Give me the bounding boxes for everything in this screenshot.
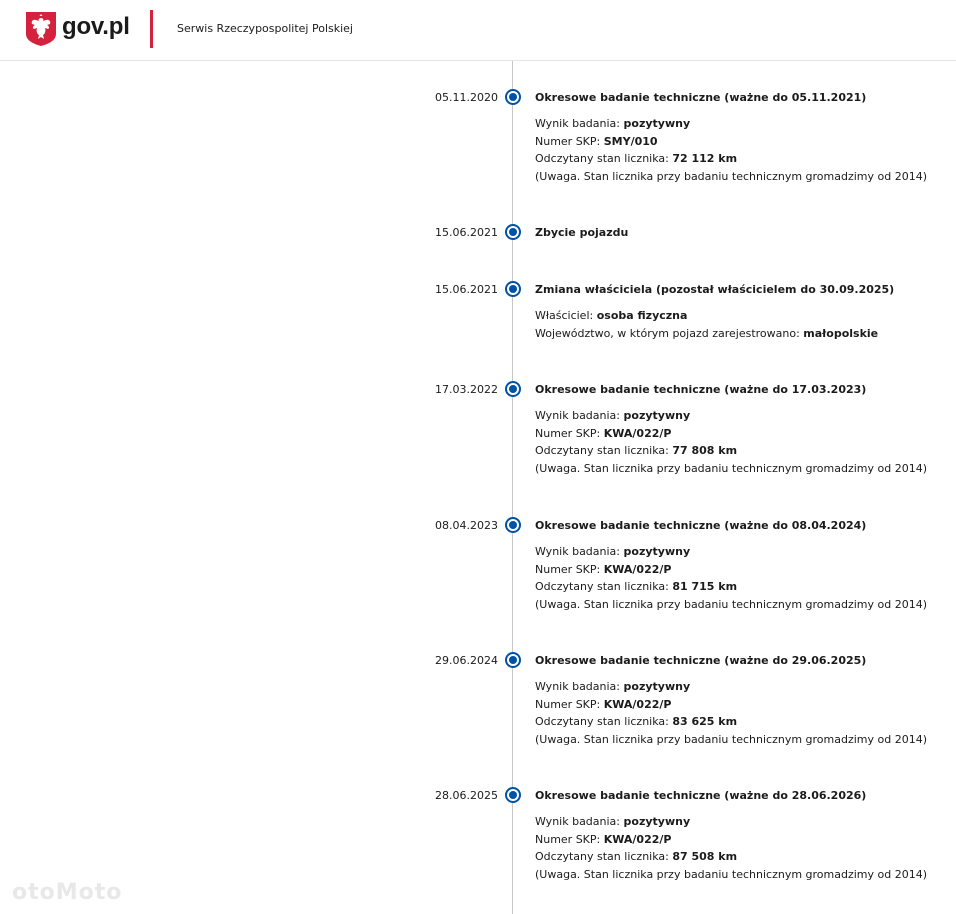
detail-value: pozytywny xyxy=(623,815,691,828)
event-detail-line xyxy=(535,150,927,168)
detail-label: Wynik badania: xyxy=(535,680,624,693)
timeline-dot-icon xyxy=(505,517,521,533)
timeline-dot-icon xyxy=(505,787,521,803)
detail-label: (Uwaga. Stan licznika przy badaniu technicznym gromadzimy od 2014) xyxy=(535,867,928,881)
timeline-dot-icon xyxy=(505,224,521,240)
detail-label: Odczytany stan licznika: xyxy=(535,580,673,593)
event-detail-line xyxy=(535,866,927,884)
event-detail-line xyxy=(535,596,927,614)
detail-value: pozytywny xyxy=(623,409,691,422)
event-detail-line xyxy=(535,578,927,596)
timeline-dot-icon xyxy=(505,381,521,397)
event-detail-line xyxy=(535,813,927,831)
detail-value: 72 112 km xyxy=(672,152,738,165)
event-details xyxy=(535,678,927,748)
detail-label: Odczytany stan licznika: xyxy=(535,715,673,728)
detail-label: Właściciel: xyxy=(535,309,597,322)
detail-label: Odczytany stan licznika: xyxy=(535,850,673,863)
event-date: 15.06.2021 xyxy=(435,226,498,239)
detail-label: (Uwaga. Stan licznika przy badaniu technicznym gromadzimy od 2014) xyxy=(535,461,928,475)
detail-value: KWA/022/P xyxy=(603,697,672,711)
event-date: 05.11.2020 xyxy=(435,91,498,104)
event-details xyxy=(535,813,927,883)
event-detail-line xyxy=(535,848,927,866)
event-detail-line xyxy=(535,561,927,579)
detail-label: (Uwaga. Stan licznika przy badaniu technicznym gromadzimy od 2014) xyxy=(535,732,928,746)
detail-label: Numer SKP: xyxy=(535,697,604,711)
event-title: Okresowe badanie techniczne (ważne do 05.11.2021) xyxy=(535,91,867,104)
detail-value: 77 808 km xyxy=(672,444,738,457)
detail-value: małopolskie xyxy=(803,326,879,340)
event-details xyxy=(535,407,927,477)
site-header xyxy=(0,0,956,61)
detail-value: pozytywny xyxy=(623,545,691,558)
detail-value: 87 508 km xyxy=(672,850,738,863)
event-detail-line xyxy=(535,133,927,151)
header-divider xyxy=(150,10,153,48)
event-detail-line xyxy=(535,425,927,443)
detail-value: osoba fizyczna xyxy=(596,309,688,322)
detail-label: (Uwaga. Stan licznika przy badaniu technicznym gromadzimy od 2014) xyxy=(535,597,928,611)
timeline-dot-icon xyxy=(505,89,521,105)
event-title: Okresowe badanie techniczne (ważne do 29.06.2025) xyxy=(535,654,867,667)
event-title: Okresowe badanie techniczne (ważne do 17.03.2023) xyxy=(535,383,867,396)
detail-value: pozytywny xyxy=(623,117,691,130)
detail-label: Wynik badania: xyxy=(535,409,624,422)
event-details xyxy=(535,307,878,342)
detail-label: Numer SKP: xyxy=(535,562,604,576)
event-title: Okresowe badanie techniczne (ważne do 28.06.2026) xyxy=(535,789,867,802)
timeline-dot-icon xyxy=(505,652,521,668)
detail-label: Numer SKP: xyxy=(535,832,604,846)
event-detail-line xyxy=(535,460,927,478)
event-title: Zmiana właściciela (pozostał właścicielem do 30.09.2025) xyxy=(535,283,895,296)
event-title: Okresowe badanie techniczne (ważne do 08.04.2024) xyxy=(535,519,867,532)
detail-value: pozytywny xyxy=(623,680,691,693)
event-details xyxy=(535,115,927,185)
event-detail-line xyxy=(535,543,927,561)
event-date: 28.06.2025 xyxy=(435,789,498,802)
detail-label: Numer SKP: xyxy=(535,426,604,440)
polish-eagle-emblem-icon[interactable] xyxy=(26,12,56,46)
event-detail-line xyxy=(535,713,927,731)
event-date: 08.04.2023 xyxy=(435,519,498,532)
event-date: 29.06.2024 xyxy=(435,654,498,667)
event-detail-line xyxy=(535,325,878,343)
detail-label: Wynik badania: xyxy=(535,117,624,130)
event-details xyxy=(535,543,927,613)
detail-label: (Uwaga. Stan licznika przy badaniu technicznym gromadzimy od 2014) xyxy=(535,169,928,183)
detail-value: KWA/022/P xyxy=(603,832,672,846)
event-detail-line xyxy=(535,831,927,849)
service-name: Serwis Rzeczypospolitej Polskiej xyxy=(177,22,353,35)
detail-label: Wynik badania: xyxy=(535,545,624,558)
event-detail-line xyxy=(535,696,927,714)
detail-value: KWA/022/P xyxy=(603,562,672,576)
event-detail-line xyxy=(535,731,927,749)
detail-value: 81 715 km xyxy=(672,580,738,593)
detail-label: Województwo, w którym pojazd zarejestrowano: xyxy=(535,326,804,340)
event-date: 15.06.2021 xyxy=(435,283,498,296)
gov-pl-logo-text[interactable]: gov.pl xyxy=(62,13,130,40)
event-detail-line xyxy=(535,115,927,133)
event-detail-line xyxy=(535,442,927,460)
detail-label: Odczytany stan licznika: xyxy=(535,152,673,165)
detail-value: 83 625 km xyxy=(672,715,738,728)
detail-value: SMY/010 xyxy=(603,134,658,148)
event-title: Zbycie pojazdu xyxy=(535,226,629,239)
event-detail-line xyxy=(535,307,878,325)
timeline-dot-icon xyxy=(505,281,521,297)
watermark-text: otoMoto xyxy=(12,880,123,905)
event-detail-line xyxy=(535,168,927,186)
detail-label: Wynik badania: xyxy=(535,815,624,828)
detail-label: Odczytany stan licznika: xyxy=(535,444,673,457)
detail-value: KWA/022/P xyxy=(603,426,672,440)
event-detail-line xyxy=(535,678,927,696)
event-date: 17.03.2022 xyxy=(435,383,498,396)
detail-label: Numer SKP: xyxy=(535,134,604,148)
event-detail-line xyxy=(535,407,927,425)
